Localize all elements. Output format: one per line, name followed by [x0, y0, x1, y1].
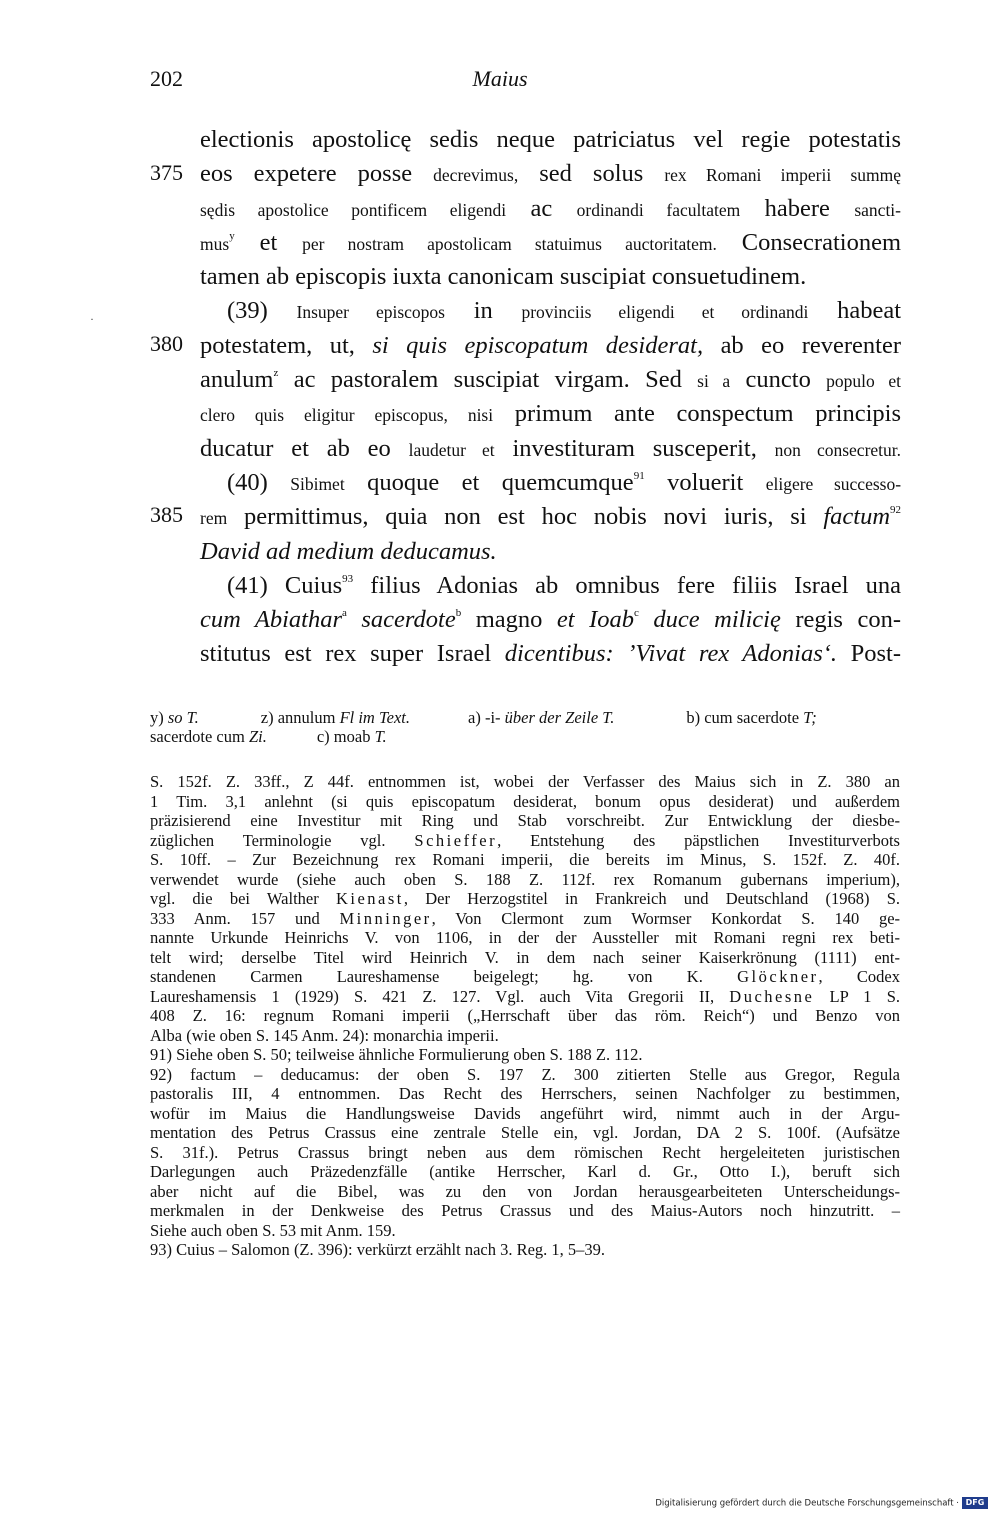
note-line [150, 792, 900, 812]
apparatus-key: c) moab [316, 727, 371, 746]
small-text-span: Insuper episcopos [296, 302, 445, 323]
text-span: cuncto [745, 366, 811, 394]
footnote-lemma: 92) factum – deducamus [150, 1064, 355, 1084]
text-line [200, 123, 901, 157]
page-number: 202 [150, 66, 183, 91]
note-line [150, 1006, 900, 1026]
text-line [200, 294, 901, 328]
note-line [150, 1162, 900, 1182]
note-text: LP 1 S. [829, 986, 901, 1006]
apparatus-note: Zi. [248, 727, 267, 746]
small-text-span: decrevimus, [433, 165, 519, 186]
author-name: Minninger [339, 908, 432, 928]
apparatus-note: Fl im Text. [339, 708, 410, 727]
apparatus-key: y) [150, 708, 164, 727]
text-span: eos expetere posse [200, 160, 413, 188]
note-quotation: rex Romani imperii, [394, 850, 553, 869]
footnote-91 [150, 1045, 900, 1065]
note-text: präzisierend eine Investitur mit Ring und Stab vorschreibt. Zur Entwicklung der diesbe- [150, 811, 900, 830]
text-span: Consecrationem [741, 228, 901, 256]
note-text: S. 152f. Z. 33ff., Z 44f. entnommen ist, wobei der Verfasser des Maius sich in Z. 380 an [150, 772, 900, 791]
note-line [150, 831, 900, 851]
critical-apparatus [150, 708, 900, 746]
small-text-span: clero quis eligitur episcopus, nisi [200, 405, 494, 426]
note-text: ) und außerdem [768, 791, 900, 811]
note-line [150, 1084, 900, 1104]
text-span: anulum [200, 366, 274, 394]
note-line [150, 1026, 900, 1046]
apparatus-marker-b: b [455, 607, 462, 620]
note-text: züglichen Terminologie vgl. [150, 830, 386, 850]
text-line [200, 535, 901, 569]
footnote-lemma: 93) Cuius – Salomon [150, 1240, 290, 1259]
text-line [200, 397, 901, 431]
note-line [150, 850, 900, 870]
footnote-marker-91: 91 [633, 469, 645, 482]
small-text-span: rem [200, 508, 228, 529]
small-text-span: eligere successo- [765, 473, 902, 494]
text-span: permittimus, quia non est hoc nobis novi iuris, si [243, 503, 807, 531]
note-quotation: si quis episcopatum desiderat, bonum opus desiderat [336, 791, 769, 811]
footnote-marker-92: 92 [890, 504, 902, 517]
note-line [150, 1123, 900, 1143]
apparatus-marker-a: a [342, 607, 347, 620]
apparatus-key: z) annulum [260, 708, 336, 727]
apparatus-note: T; [803, 708, 817, 727]
note-text: Siehe oben S. 50; teilweise ähnliche Formulierung oben S. 188 Z. 112. [176, 1045, 643, 1064]
note-text: pastoralis III, 4 entnommen. Das Recht des Herrschers, seinen Nachfolger zu bestimmen, [150, 1084, 900, 1103]
small-text-span: Sibimet [290, 473, 345, 494]
text-line [200, 603, 901, 637]
text-span: in [473, 297, 493, 325]
footnote-marker-93: 93 [342, 572, 354, 585]
line-number-385: 385 [150, 502, 183, 527]
line-number-375: 375 [150, 160, 183, 185]
digitization-credit [655, 1497, 988, 1509]
text-span: voluerit [667, 468, 744, 496]
apparatus-key: sacerdote cum [150, 727, 245, 746]
edition-text [200, 123, 901, 672]
note-text: , Der Herzogstitel in Frankreich und Deutschland (1968) S. [403, 889, 900, 908]
note-quotation: regnum Romani imperii [263, 1006, 450, 1025]
author-name: Kienast [335, 889, 404, 908]
note-line [150, 909, 900, 929]
note-text: , Von Clermont zum Wormser Konkordat S. 140 ge- [431, 908, 901, 928]
text-line [200, 226, 901, 260]
credit-text: Digitalisierung gefördert durch die Deutsche Forschungsgemeinschaft · [655, 1498, 959, 1509]
author-name: Schieffer [414, 830, 498, 850]
note-line [150, 928, 900, 948]
note-text: wofür im Maius die Handlungsweise Davids angeführt wird, nimmt auch in der Argu- [150, 1103, 900, 1123]
small-text-span: per nostram apostolicam statuimus auctoritatem. [302, 233, 717, 254]
apparatus-key: a) -i- [468, 708, 501, 727]
small-text-span: rex Romani imperii summę [664, 165, 902, 186]
text-line [200, 637, 901, 671]
text-line [200, 260, 901, 294]
text-span: ab eo reverenter [720, 331, 902, 359]
text-span: tamen ab episcopis iuxta canonicam suscipiat consuetudinem. [200, 263, 807, 291]
text-span: ducatur et ab eo [200, 434, 391, 462]
apparatus-note: über der Zeile T. [504, 708, 615, 727]
text-span: quoque et quemcumque [367, 468, 634, 496]
quotation-span: duce milicię [653, 606, 781, 634]
line-number-380: 380 [150, 331, 183, 356]
note-text: mentation des Petrus Crassus eine zentrale Stelle ein, vgl. Jordan, DA 2 S. 100f. (Aufsätze [150, 1123, 900, 1142]
note-line [150, 967, 900, 987]
apparatus-key: b) cum sacerdote [686, 708, 800, 727]
text-line [200, 569, 901, 603]
apparatus-note: so T. [167, 708, 199, 727]
apparatus-row [150, 727, 900, 746]
text-line [200, 466, 901, 500]
note-text: telt wird; derselbe Titel wird Heinrich V. in dem nach seiner Kaiserkrönung (1111) ent- [150, 947, 900, 967]
note-quotation: rex Romanum gubernans imperium [613, 869, 891, 889]
note-line [150, 1221, 900, 1241]
apparatus-marker-z: z [273, 367, 279, 380]
text-span: (41) Cuius [227, 571, 343, 599]
note-text: ), [890, 869, 900, 889]
note-text: aber nicht auf die Bibel, was zu den von Jordan herausgearbeiteten Unterscheidungs- [150, 1181, 900, 1201]
text-span: filius Adonias ab omnibus fere filiis Israel una [370, 571, 902, 599]
small-text-span: sancti- [854, 199, 901, 220]
note-text: merkmalen in der Denkweise des Petrus Crassus und des Maius-Autors noch hinzutritt. – [150, 1201, 900, 1220]
text-line [200, 363, 901, 397]
quotation-span: factum [823, 503, 891, 531]
text-span: primum ante conspectum principis [514, 400, 901, 428]
note-line [150, 948, 900, 968]
note-text: verwendet wurde (siehe auch oben S. 188 Z. 112f. [150, 869, 596, 889]
text-span: habere [764, 194, 830, 222]
text-line [200, 329, 901, 363]
small-text-span: mus [200, 233, 230, 254]
text-span: habeat [837, 297, 902, 325]
note-text: („Herrschaft über das röm. Reich“) und Benzo von [467, 1006, 901, 1025]
text-span: ac pastoralem suscipiat virgam. Sed [293, 366, 682, 394]
small-text-span: laudetur et [408, 439, 495, 460]
note-line [150, 889, 900, 909]
note-line [150, 987, 900, 1007]
footnote-92 [150, 1065, 900, 1085]
text-span: potestatem, ut, [200, 331, 355, 359]
note-text: Alba (wie oben S. 145 Anm. 24): [150, 1025, 370, 1045]
dfg-logo: DFG [962, 1497, 988, 1509]
small-text-span: populo et [826, 371, 901, 392]
note-line [150, 870, 900, 890]
note-line [150, 1182, 900, 1202]
quotation-span: sacerdote [361, 606, 456, 634]
note-text: nannte Urkunde Heinrichs V. von 1106, in der der Aussteller mit [150, 928, 698, 947]
author-name: Glöckner [737, 967, 819, 986]
note-line [150, 811, 900, 831]
note-text: (Z. 396): verkürzt erzählt nach 3. Reg. 1, 5–39. [293, 1240, 606, 1259]
note-text: , Codex [818, 967, 900, 986]
quotation-span: cum Abiathar [200, 606, 342, 634]
note-text: Laureshamensis 1 (1929) S. 421 Z. 127. Vgl. auch Vita Gregorii II, [150, 986, 715, 1006]
note-text: S. 10ff. – Zur Bezeichnung [150, 850, 379, 869]
text-span: regis con- [795, 606, 901, 634]
note-text: standenen Carmen Laureshamense beigelegt; hg. von K. [150, 967, 703, 986]
text-line [200, 500, 901, 534]
note-text: Darlegungen auch Präzedenzfälle (antike Herrscher, Karl d. Gr., Otto I.), beruft sich [150, 1162, 900, 1181]
small-text-span: ordinandi facultatem [576, 199, 741, 220]
text-line [200, 432, 901, 466]
apparatus-note: T. [374, 727, 387, 746]
note-text: beti- [869, 928, 900, 947]
quotation-span: dicentibus: ’Vivat rex Adonias‘. [504, 640, 838, 668]
small-text-span: sędis apostolice pontificem eligendi [200, 199, 507, 220]
note-quotation: monarchia imperii. [373, 1025, 499, 1045]
text-span: electionis apostolicę sedis neque patriciatus vel regie potestatis [200, 126, 901, 153]
note-line [150, 1104, 900, 1124]
note-text: : der oben S. 197 Z. 300 zitierten Stelle aus Gregor, Regula [354, 1064, 900, 1084]
apparatus-marker-c: c [634, 607, 639, 620]
note-line [150, 1201, 900, 1221]
small-text-span: provinciis eligendi et ordinandi [521, 302, 809, 323]
section-number: (39) [227, 297, 268, 325]
text-span: Post- [850, 640, 902, 668]
note-text: die bereits im Minus, S. 152f. Z. 40f. [569, 850, 901, 869]
text-line [200, 192, 901, 226]
quotation-span: si quis episcopatum desiderat, [372, 331, 704, 359]
small-text-span: si a [697, 371, 731, 392]
note-text: 333 Anm. 157 und [150, 908, 320, 928]
apparatus-marker-y: y [229, 229, 235, 242]
margin-tick: · [90, 312, 94, 326]
note-text: vgl. die bei Walther [150, 889, 319, 908]
note-line [150, 1143, 900, 1163]
note-text: , Entstehung des päpstlichen Investiturverbots [497, 830, 900, 850]
note-text: S. 31f.). Petrus Crassus bringt neben aus dem römischen Recht hergeleiteten juristischen [150, 1142, 900, 1162]
apparatus-row [150, 708, 900, 727]
text-span: stitutus est rex super Israel [200, 640, 492, 668]
quotation-span: David ad medium deducamus. [200, 537, 497, 565]
footnote-number: 91) [150, 1045, 172, 1064]
note-quotation: Romani regni rex [713, 928, 854, 947]
text-span: et [259, 228, 278, 256]
note-text: Siehe auch oben S. 53 mit Anm. 159. [150, 1220, 396, 1240]
running-title: Maius [472, 66, 528, 91]
text-span: magno [475, 606, 543, 634]
text-span: sed solus [539, 160, 644, 188]
footnote-93 [150, 1240, 900, 1260]
text-span: investituram susceperit, [512, 434, 757, 462]
note-text: 408 Z. 16: [150, 1006, 246, 1025]
text-line [200, 157, 901, 191]
note-line [150, 772, 900, 792]
small-text-span: non consecretur. [774, 439, 902, 460]
section-number: (40) [227, 468, 268, 496]
quotation-span: et Ioab [556, 606, 635, 634]
note-text: 1 Tim. 3,1 anlehnt ( [150, 791, 337, 811]
author-name: Duchesne [729, 986, 815, 1006]
commentary-notes [150, 772, 900, 1260]
text-span: ac [530, 194, 553, 222]
